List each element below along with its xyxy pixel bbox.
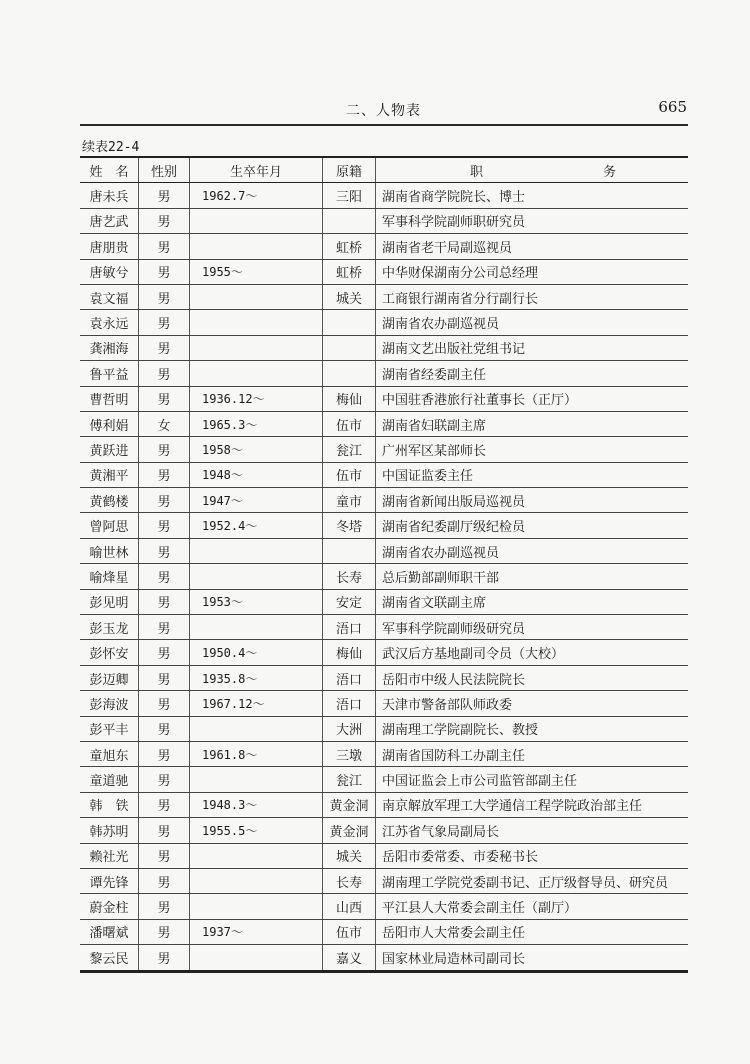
- cell-post: 湖南省经委副主任: [376, 361, 689, 386]
- table-row: [80, 919, 688, 944]
- cell-post: 湖南省老干局副巡视员: [376, 234, 689, 259]
- cell-post: 中国证监会上市公司监管部副主任: [376, 767, 689, 792]
- cell-post: 湖南省农办副巡视员: [376, 538, 689, 563]
- cell-birth: [190, 843, 323, 868]
- cell-name: 黄鹤楼: [80, 488, 139, 513]
- cell-origin: 城关: [323, 284, 376, 309]
- cell-birth: 1955.5～: [190, 818, 323, 843]
- cell-sex: 女: [139, 411, 190, 436]
- cell-post: 总后勤部副师职干部: [376, 564, 689, 589]
- cell-origin: 冬塔: [323, 513, 376, 538]
- cell-name: 黄跃进: [80, 437, 139, 462]
- cell-origin: 三阳: [323, 183, 376, 208]
- cell-birth: [190, 868, 323, 893]
- cell-sex: 男: [139, 538, 190, 563]
- table-row: [80, 691, 688, 716]
- cell-name: 黄湘平: [80, 462, 139, 487]
- cell-post: 军事科学院副师职研究员: [376, 208, 689, 233]
- cell-origin: 安定: [323, 589, 376, 614]
- cell-sex: 男: [139, 284, 190, 309]
- cell-sex: 男: [139, 640, 190, 665]
- column-header-origin: 原籍: [323, 157, 376, 183]
- table-row: [80, 183, 688, 208]
- cell-birth: 1947～: [190, 488, 323, 513]
- table-row: [80, 843, 688, 868]
- cell-name: 彭迈卿: [80, 665, 139, 690]
- table-row: [80, 488, 688, 513]
- cell-birth: 1950.4～: [190, 640, 323, 665]
- cell-origin: 黄金洞: [323, 818, 376, 843]
- cell-sex: 男: [139, 945, 190, 971]
- cell-origin: 长寿: [323, 564, 376, 589]
- cell-birth: 1952.4～: [190, 513, 323, 538]
- cell-name: 唐敏兮: [80, 259, 139, 284]
- cell-sex: 男: [139, 767, 190, 792]
- cell-name: 彭玉龙: [80, 615, 139, 640]
- cell-origin: [323, 310, 376, 335]
- cell-birth: [190, 538, 323, 563]
- cell-birth: 1962.7～: [190, 183, 323, 208]
- cell-birth: 1948.3～: [190, 792, 323, 817]
- cell-name: 黎云民: [80, 945, 139, 971]
- cell-sex: 男: [139, 310, 190, 335]
- table-row: [80, 792, 688, 817]
- table-row: [80, 818, 688, 843]
- cell-sex: 男: [139, 564, 190, 589]
- cell-origin: 黄金洞: [323, 792, 376, 817]
- cell-origin: 伍市: [323, 919, 376, 944]
- table-row: [80, 767, 688, 792]
- cell-origin: 虹桥: [323, 234, 376, 259]
- cell-sex: 男: [139, 868, 190, 893]
- table-row: [80, 310, 688, 335]
- cell-name: 潘曙斌: [80, 919, 139, 944]
- page-number: 665: [658, 98, 687, 116]
- cell-sex: 男: [139, 741, 190, 766]
- cell-sex: 男: [139, 208, 190, 233]
- cell-birth: [190, 208, 323, 233]
- table-row: [80, 437, 688, 462]
- cell-name: 袁文福: [80, 284, 139, 309]
- table-body: [80, 183, 688, 971]
- cell-name: 谭先锋: [80, 868, 139, 893]
- cell-origin: 伍市: [323, 462, 376, 487]
- cell-birth: [190, 310, 323, 335]
- cell-post: 湖南省农办副巡视员: [376, 310, 689, 335]
- column-header-post-part-1: 职: [470, 164, 484, 180]
- cell-origin: 三墩: [323, 741, 376, 766]
- cell-post: 湖南省纪委副厅级纪检员: [376, 513, 689, 538]
- cell-sex: 男: [139, 513, 190, 538]
- cell-post: 中国驻香港旅行社董事长（正厅）: [376, 386, 689, 411]
- column-header-post-part-2: 务: [603, 164, 617, 180]
- cell-post: 湖南省妇联副主席: [376, 411, 689, 436]
- table-row: [80, 615, 688, 640]
- table-row: [80, 589, 688, 614]
- table-row: [80, 284, 688, 309]
- cell-sex: 男: [139, 919, 190, 944]
- cell-name: 童道驰: [80, 767, 139, 792]
- cell-sex: 男: [139, 386, 190, 411]
- cell-origin: 浯口: [323, 691, 376, 716]
- table-row: [80, 361, 688, 386]
- cell-origin: [323, 335, 376, 360]
- cell-name: 喻世林: [80, 538, 139, 563]
- table-row: [80, 335, 688, 360]
- cell-origin: 虹桥: [323, 259, 376, 284]
- cell-name: 赖社光: [80, 843, 139, 868]
- cell-post: 湖南理工学院党委副书记、正厅级督导员、研究员: [376, 868, 689, 893]
- cell-name: 喻烽星: [80, 564, 139, 589]
- table-row: [80, 411, 688, 436]
- cell-name: 曾阿思: [80, 513, 139, 538]
- cell-post: 工商银行湖南省分行副行长: [376, 284, 689, 309]
- cell-origin: 梅仙: [323, 386, 376, 411]
- cell-post: 中华财保湖南分公司总经理: [376, 259, 689, 284]
- cell-sex: 男: [139, 691, 190, 716]
- cell-name: 彭海波: [80, 691, 139, 716]
- cell-birth: [190, 615, 323, 640]
- column-header-sex: 性别: [139, 157, 190, 183]
- cell-name: 彭怀安: [80, 640, 139, 665]
- cell-post: 军事科学院副师级研究员: [376, 615, 689, 640]
- cell-birth: 1961.8～: [190, 741, 323, 766]
- cell-post: 岳阳市委常委、市委秘书长: [376, 843, 689, 868]
- cell-sex: 男: [139, 894, 190, 919]
- table-header-row: [80, 157, 688, 183]
- table-row: [80, 462, 688, 487]
- cell-origin: 瓮江: [323, 437, 376, 462]
- table-row: [80, 945, 688, 971]
- cell-birth: 1953～: [190, 589, 323, 614]
- cell-birth: [190, 284, 323, 309]
- cell-sex: 男: [139, 843, 190, 868]
- cell-name: 鲁平益: [80, 361, 139, 386]
- cell-post: 湖南省商学院院长、博士: [376, 183, 689, 208]
- cell-origin: 浯口: [323, 615, 376, 640]
- cell-origin: 童市: [323, 488, 376, 513]
- header-title: 二、人物表: [346, 103, 421, 119]
- cell-name: 韩苏明: [80, 818, 139, 843]
- cell-origin: 瓮江: [323, 767, 376, 792]
- cell-post: 湖南省新闻出版局巡视员: [376, 488, 689, 513]
- cell-sex: 男: [139, 589, 190, 614]
- cell-origin: [323, 538, 376, 563]
- table-row: [80, 564, 688, 589]
- table-row: [80, 538, 688, 563]
- table-row: [80, 208, 688, 233]
- header-rule: [80, 124, 688, 126]
- table-row: [80, 665, 688, 690]
- table-row: [80, 259, 688, 284]
- cell-birth: 1965.3～: [190, 411, 323, 436]
- cell-post: 湖南文艺出版社党组书记: [376, 335, 689, 360]
- cell-birth: 1936.12～: [190, 386, 323, 411]
- table-row: [80, 386, 688, 411]
- cell-origin: 山西: [323, 894, 376, 919]
- cell-origin: 浯口: [323, 665, 376, 690]
- cell-name: 傅利娟: [80, 411, 139, 436]
- table-row: [80, 894, 688, 919]
- cell-name: 龚湘海: [80, 335, 139, 360]
- cell-sex: 男: [139, 234, 190, 259]
- cell-birth: [190, 767, 323, 792]
- cell-post: 江苏省气象局副局长: [376, 818, 689, 843]
- cell-birth: 1935.8～: [190, 665, 323, 690]
- page-header: [80, 98, 687, 122]
- cell-post: 国家林业局造林司副司长: [376, 945, 689, 971]
- cell-birth: 1955～: [190, 259, 323, 284]
- cell-origin: 大洲: [323, 716, 376, 741]
- cell-birth: [190, 564, 323, 589]
- column-header-birth: 生卒年月: [190, 157, 323, 183]
- cell-birth: [190, 335, 323, 360]
- cell-name: 蔚金柱: [80, 894, 139, 919]
- cell-name: 唐未兵: [80, 183, 139, 208]
- table-row: [80, 513, 688, 538]
- cell-birth: 1948～: [190, 462, 323, 487]
- table-row: [80, 640, 688, 665]
- cell-post: 岳阳市人大常委会副主任: [376, 919, 689, 944]
- cell-name: 童旭东: [80, 741, 139, 766]
- cell-post: 湖南理工学院副院长、教授: [376, 716, 689, 741]
- cell-sex: 男: [139, 488, 190, 513]
- cell-sex: 男: [139, 462, 190, 487]
- cell-origin: 梅仙: [323, 640, 376, 665]
- cell-post: 广州军区某部师长: [376, 437, 689, 462]
- cell-name: 袁永远: [80, 310, 139, 335]
- cell-sex: 男: [139, 615, 190, 640]
- cell-sex: 男: [139, 792, 190, 817]
- table-row: [80, 741, 688, 766]
- cell-sex: 男: [139, 259, 190, 284]
- cell-sex: 男: [139, 183, 190, 208]
- cell-birth: 1967.12～: [190, 691, 323, 716]
- cell-post: 武汉后方基地副司令员（大校）: [376, 640, 689, 665]
- cell-origin: 嘉义: [323, 945, 376, 971]
- column-header-name: 姓 名: [80, 157, 139, 183]
- cell-origin: [323, 208, 376, 233]
- personnel-table: [80, 156, 688, 973]
- cell-name: 彭见明: [80, 589, 139, 614]
- cell-birth: 1958～: [190, 437, 323, 462]
- cell-sex: 男: [139, 818, 190, 843]
- cell-birth: [190, 894, 323, 919]
- cell-birth: [190, 234, 323, 259]
- cell-post: 中国证监委主任: [376, 462, 689, 487]
- table-caption: 续表22-4: [82, 140, 140, 155]
- cell-birth: [190, 945, 323, 971]
- cell-post: 南京解放军理工大学通信工程学院政治部主任: [376, 792, 689, 817]
- cell-sex: 男: [139, 716, 190, 741]
- cell-sex: 男: [139, 665, 190, 690]
- cell-birth: [190, 361, 323, 386]
- cell-sex: 男: [139, 335, 190, 360]
- cell-post: 湖南省文联副主席: [376, 589, 689, 614]
- table-row: [80, 234, 688, 259]
- cell-name: 韩 铁: [80, 792, 139, 817]
- cell-post: 天津市警备部队师政委: [376, 691, 689, 716]
- cell-birth: [190, 716, 323, 741]
- cell-origin: [323, 361, 376, 386]
- cell-origin: 城关: [323, 843, 376, 868]
- cell-birth: 1937～: [190, 919, 323, 944]
- column-header-post: [376, 157, 689, 183]
- cell-sex: 男: [139, 437, 190, 462]
- table-row: [80, 868, 688, 893]
- cell-name: 唐朋贵: [80, 234, 139, 259]
- cell-post: 岳阳市中级人民法院院长: [376, 665, 689, 690]
- cell-sex: 男: [139, 361, 190, 386]
- cell-name: 曹哲明: [80, 386, 139, 411]
- table-row: [80, 716, 688, 741]
- cell-post: 平江县人大常委会副主任（副厅）: [376, 894, 689, 919]
- cell-post: 湖南省国防科工办副主任: [376, 741, 689, 766]
- cell-name: 唐艺武: [80, 208, 139, 233]
- cell-origin: 伍市: [323, 411, 376, 436]
- cell-name: 彭平丰: [80, 716, 139, 741]
- cell-origin: 长寿: [323, 868, 376, 893]
